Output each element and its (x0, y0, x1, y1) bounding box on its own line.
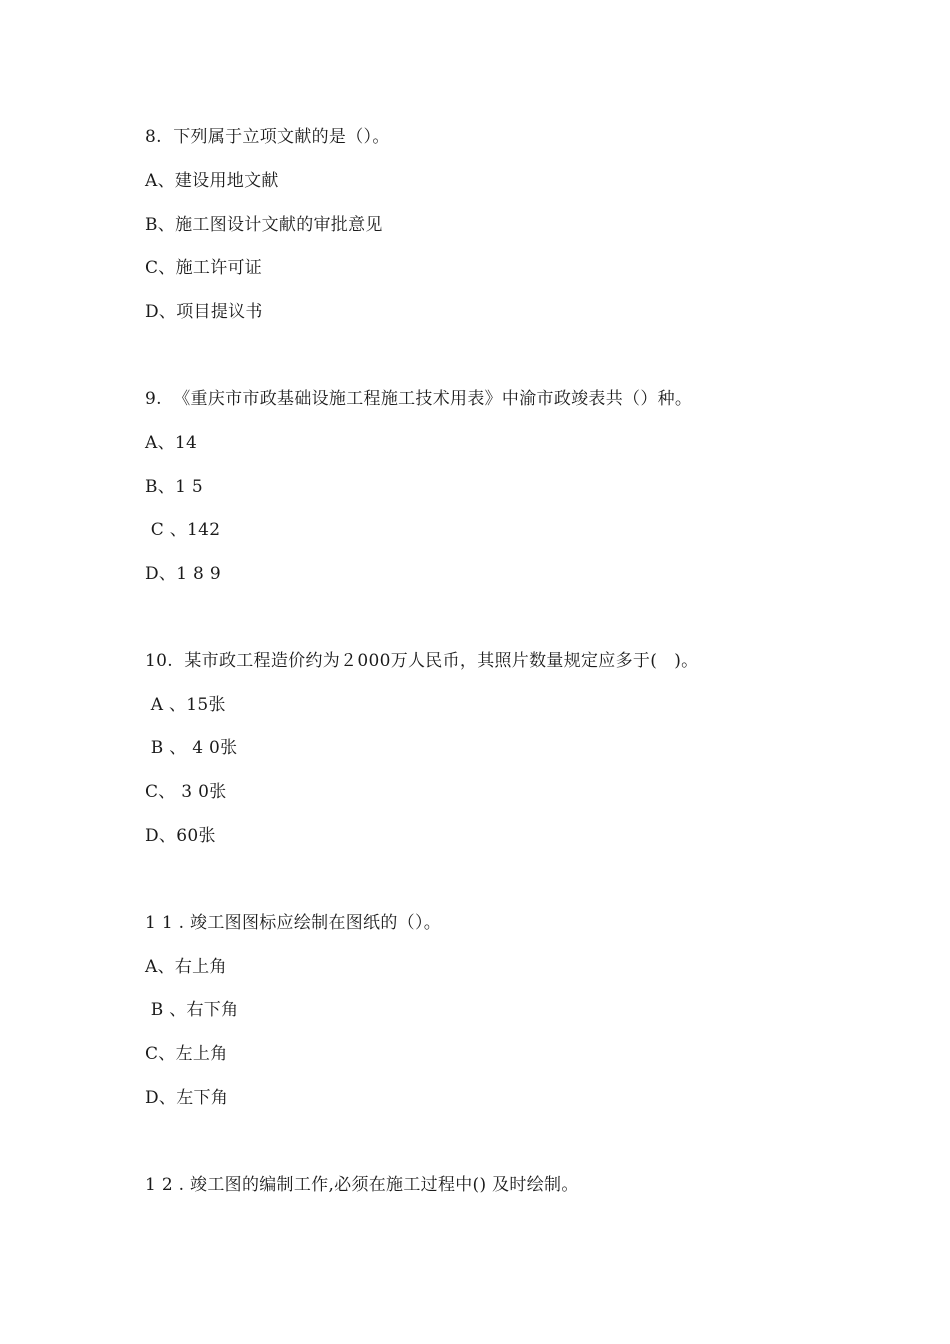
question-8-option-a: A、建设用地文献 (145, 171, 279, 191)
question-11-option-d: D、左下角 (145, 1088, 229, 1108)
question-12-stem: 1 2 . 竣工图的编制工作,必须在施工过程中() 及时绘制。 (145, 1175, 579, 1195)
question-11-option-c: C、左上角 (145, 1044, 228, 1064)
question-10-option-c: C、 3 0张 (145, 782, 227, 802)
question-8-option-c: C、施工许可证 (145, 258, 263, 278)
question-11-option-b: B 、右下角 (145, 1000, 239, 1020)
question-10-option-b: B 、 4 0张 (145, 738, 238, 758)
question-8-stem: 8. 下列属于立项文献的是（）。 (145, 127, 390, 147)
question-11-option-a: A、右上角 (145, 957, 227, 977)
question-9-option-b: B、1 5 (145, 477, 204, 497)
question-9-option-c: C 、142 (145, 520, 221, 540)
question-10-option-d: D、60张 (145, 826, 216, 846)
question-9-option-d: D、1 8 9 (145, 564, 221, 584)
question-8-option-d: D、项目提议书 (145, 302, 263, 322)
question-11-stem: 1 1 . 竣工图图标应绘制在图纸的（）。 (145, 913, 442, 933)
question-10-option-a: A 、15张 (145, 695, 226, 715)
question-8-option-b: B、施工图设计文献的审批意见 (145, 215, 383, 235)
question-10-stem: 10. 某市政工程造价约为２000万人民币，其照片数量规定应多于( )。 (145, 651, 699, 671)
question-9-option-a: A、14 (145, 433, 198, 453)
question-9-stem: 9. 《重庆市市政基础设施工程施工技术用表》中渝市政竣表共（）种。 (145, 389, 693, 409)
